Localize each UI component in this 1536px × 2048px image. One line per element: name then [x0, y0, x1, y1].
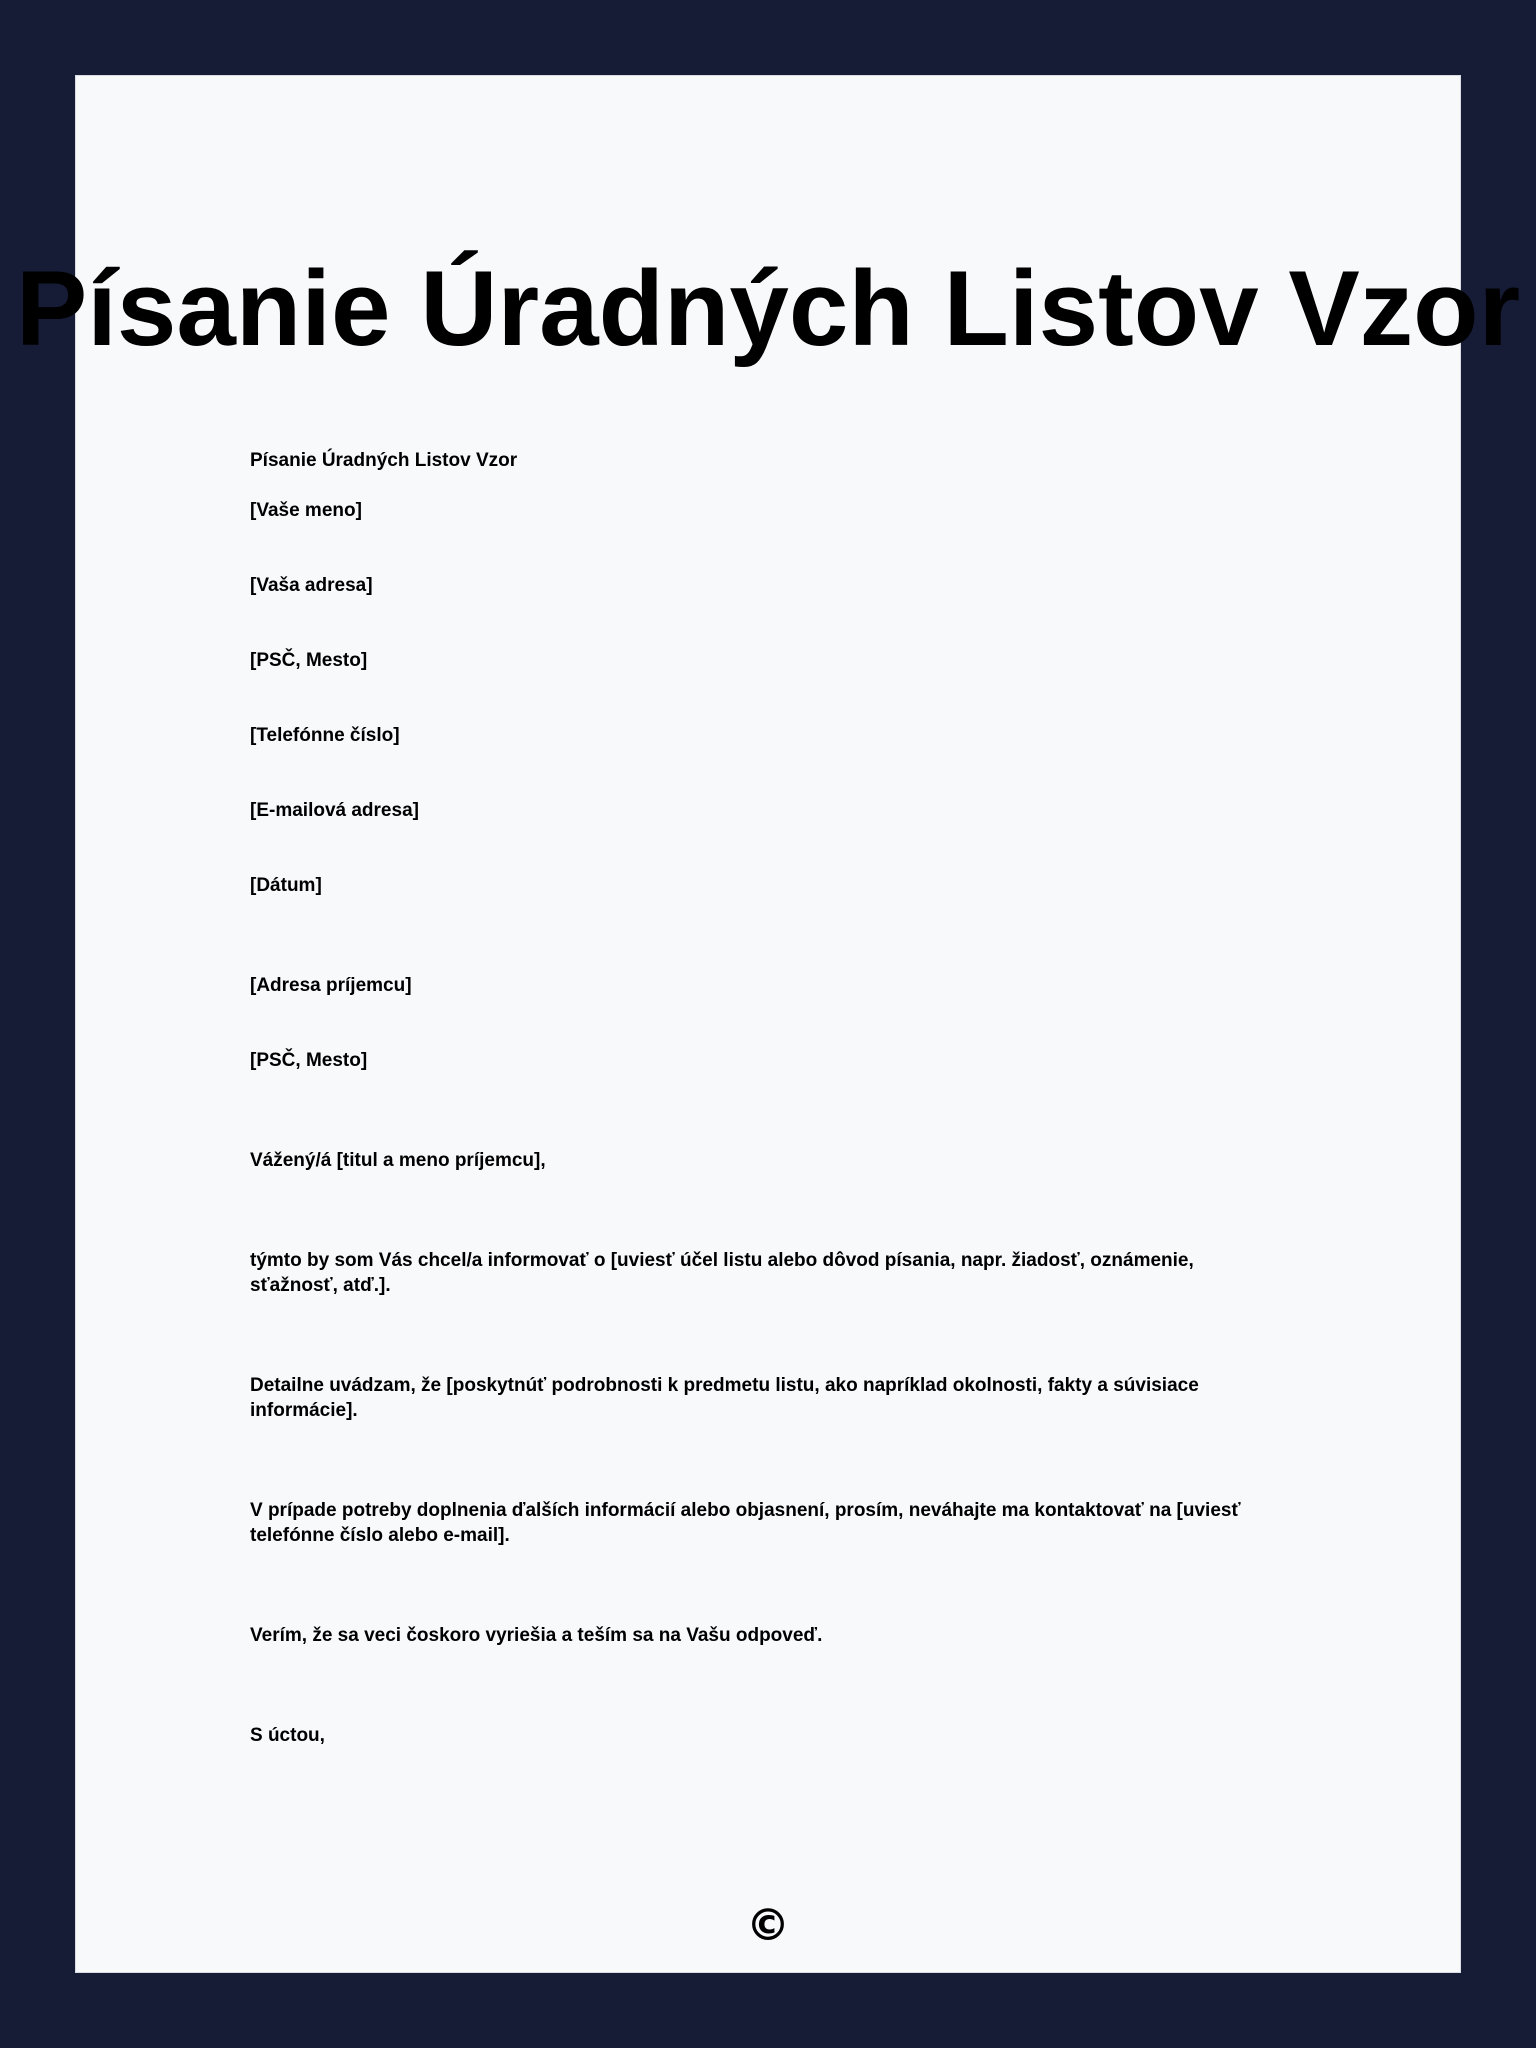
- sender-email: [E-mailová adresa]: [250, 800, 419, 821]
- letter-paragraph: týmto by som Vás chcel/a informovať o [uviesť účel listu alebo dôvod písania, napr. žiadosť, oznámenie, sťažnosť, atď.].: [250, 1250, 1194, 1296]
- letter-paragraph: Detailne uvádzam, že [poskytnúť podrobnosti k predmetu listu, ako napríklad okolnosti, fakty a súvisiace informácie].: [250, 1375, 1199, 1421]
- letter-paragraph: Verím, že sa veci čoskoro vyriešia a teším sa na Vašu odpoveď.: [250, 1625, 823, 1646]
- letter-subtitle: Písanie Úradných Listov Vzor: [250, 450, 518, 471]
- sender-postal-city: [PSČ, Mesto]: [250, 650, 368, 671]
- letter-date: [Dátum]: [250, 875, 322, 896]
- recipient-address: [Adresa príjemcu]: [250, 975, 412, 996]
- page-title: Písanie Úradných Listov Vzor: [15, 248, 1521, 368]
- letter-closing: S úctou,: [250, 1725, 325, 1746]
- letter-paragraph: V prípade potreby doplnenia ďalších informácií alebo objasnení, prosím, neváhajte ma kontaktovať na [uviesť telefónne číslo alebo e-mail].: [250, 1500, 1241, 1546]
- recipient-postal-city: [PSČ, Mesto]: [250, 1050, 368, 1071]
- sender-name: [Vaše meno]: [250, 500, 362, 521]
- sender-address: [Vaša adresa]: [250, 575, 373, 596]
- sender-phone: [Telefónne číslo]: [250, 725, 400, 746]
- copyright-icon: ©: [746, 1900, 790, 1951]
- letter-salutation: Vážený/á [titul a meno príjemcu],: [250, 1150, 546, 1171]
